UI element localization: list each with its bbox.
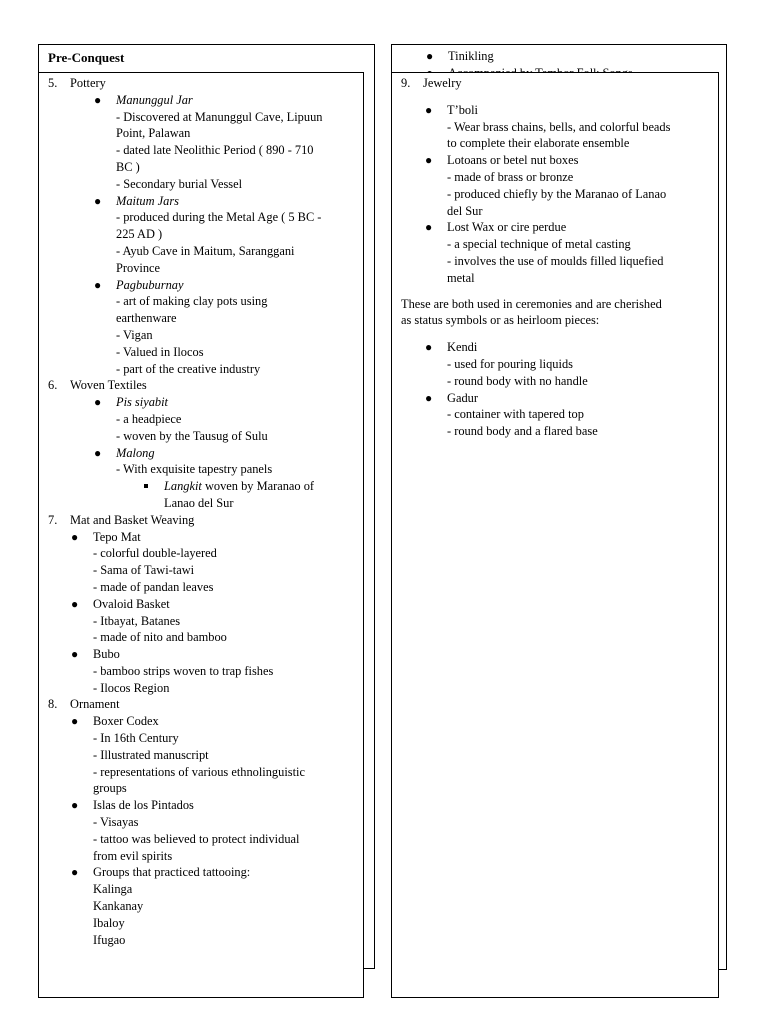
peek-item bbox=[426, 48, 726, 65]
ceremonial-items bbox=[392, 339, 718, 440]
item-title: Gadur bbox=[447, 390, 478, 405]
list-item bbox=[94, 394, 363, 444]
section-title: Jewelry bbox=[423, 76, 462, 90]
item-line: - dated late Neolithic Period ( 890 - 710 bbox=[116, 143, 314, 158]
item-line: Point, Palawan bbox=[116, 126, 191, 141]
list-item bbox=[94, 92, 363, 193]
item-line: - Sama of Tawi-tawi bbox=[93, 563, 195, 578]
item-line: Province bbox=[116, 260, 161, 275]
list-item bbox=[71, 646, 363, 696]
item-title: Groups that practiced tattooing: bbox=[93, 865, 251, 880]
bullet-icon: ● bbox=[94, 193, 102, 208]
paragraph-line: These are both used in ceremonies and are cherished bbox=[401, 296, 662, 311]
list-item bbox=[71, 797, 363, 864]
item-line: - produced chiefly by the Maranao of Lanao bbox=[447, 186, 667, 201]
item-title: Maitum Jars bbox=[116, 193, 179, 208]
item-line: - colorful double-layered bbox=[93, 546, 217, 561]
item-title: T’boli bbox=[447, 102, 478, 117]
item-title: Islas de los Pintados bbox=[93, 798, 194, 813]
list-item bbox=[71, 713, 363, 797]
bullet-icon: ● bbox=[426, 49, 434, 63]
item-title: Bubo bbox=[93, 647, 120, 662]
bullet-icon: ● bbox=[94, 395, 102, 410]
item-line: - Vigan bbox=[116, 327, 153, 342]
list-item bbox=[71, 864, 363, 948]
list-item bbox=[425, 152, 718, 219]
bullet-icon: ● bbox=[71, 714, 79, 729]
item-line: - made of nito and bamboo bbox=[93, 630, 227, 645]
item-title: Ovaloid Basket bbox=[93, 596, 170, 611]
section-number: 7. bbox=[48, 512, 58, 527]
bullet-icon: ● bbox=[425, 340, 433, 355]
list-item bbox=[71, 529, 363, 596]
item-title: Boxer Codex bbox=[93, 714, 159, 729]
list-item bbox=[425, 339, 718, 389]
item-line: metal bbox=[447, 270, 475, 285]
section-title: Pottery bbox=[70, 76, 106, 90]
bullet-icon: ● bbox=[425, 220, 433, 235]
item-title: Lotoans or betel nut boxes bbox=[447, 153, 579, 168]
bullet-icon: ● bbox=[71, 647, 79, 662]
item-title: Pagbuburnay bbox=[116, 277, 184, 292]
item-line: - Secondary burial Vessel bbox=[116, 176, 243, 191]
item-title: Manunggul Jar bbox=[116, 92, 193, 107]
sub-item-italic: Langkit bbox=[164, 479, 202, 494]
item-title: Lost Wax or cire perdue bbox=[447, 220, 567, 235]
section-jewelry bbox=[392, 75, 718, 287]
body-paragraph bbox=[401, 296, 710, 330]
bullet-icon: ● bbox=[71, 798, 79, 813]
left-page-title: Pre-Conquest bbox=[48, 50, 125, 65]
item-line: 225 AD ) bbox=[116, 227, 163, 242]
list-item bbox=[94, 193, 363, 277]
item-line: Kankanay bbox=[93, 899, 144, 914]
item-line: - art of making clay pots using bbox=[116, 294, 268, 309]
right-content bbox=[392, 73, 718, 440]
bullet-icon: ● bbox=[425, 102, 433, 117]
item-title: Pis siyabit bbox=[116, 395, 168, 410]
square-bullet-icon bbox=[144, 484, 148, 488]
right-content-page bbox=[391, 72, 719, 998]
section-pottery bbox=[39, 75, 363, 377]
section-number: 5. bbox=[48, 76, 58, 90]
section-number: 6. bbox=[48, 378, 58, 393]
sub-item-line: Lanao del Sur bbox=[164, 495, 234, 510]
section-number: 9. bbox=[401, 76, 411, 90]
item-line: - tattoo was believed to protect individual bbox=[93, 831, 300, 846]
section-title: Mat and Basket Weaving bbox=[70, 512, 195, 527]
item-line: Ibaloy bbox=[93, 915, 125, 930]
sub-item bbox=[164, 478, 363, 512]
bullet-icon: ● bbox=[71, 596, 79, 611]
item-line: - Discovered at Manunggul Cave, Lipuun bbox=[116, 109, 323, 124]
section-title: Ornament bbox=[70, 697, 120, 712]
section-number: 8. bbox=[48, 697, 58, 712]
item-line: Ifugao bbox=[93, 932, 126, 947]
list-item bbox=[425, 219, 718, 286]
sub-item-text: woven by Maranao of bbox=[201, 479, 315, 494]
item-line: - With exquisite tapestry panels bbox=[116, 462, 273, 477]
bullet-icon: ● bbox=[94, 277, 102, 292]
item-line: - used for pouring liquids bbox=[447, 356, 573, 371]
list-item bbox=[425, 390, 718, 440]
item-line: BC ) bbox=[116, 159, 140, 174]
item-line: - a special technique of metal casting bbox=[447, 237, 631, 252]
bullet-icon: ● bbox=[71, 865, 79, 880]
section-title: Woven Textiles bbox=[70, 378, 147, 393]
item-title: Malong bbox=[116, 445, 155, 460]
bullet-icon: ● bbox=[425, 390, 433, 405]
item-line: - made of brass or bronze bbox=[447, 169, 574, 184]
item-line: - Valued in Ilocos bbox=[116, 344, 204, 359]
bullet-icon: ● bbox=[94, 92, 102, 107]
item-line: earthenware bbox=[116, 311, 177, 326]
item-line: Kalinga bbox=[93, 882, 133, 897]
item-line: - In 16th Century bbox=[93, 731, 179, 746]
item-line: from evil spirits bbox=[93, 848, 173, 863]
item-line: - round body with no handle bbox=[447, 373, 588, 388]
item-line: - part of the creative industry bbox=[116, 361, 261, 376]
item-line: - woven by the Tausug of Sulu bbox=[116, 428, 268, 443]
item-line: - Ayub Cave in Maitum, Saranggani bbox=[116, 243, 295, 258]
bullet-icon: ● bbox=[71, 529, 79, 544]
item-line: - Itbayat, Batanes bbox=[93, 613, 181, 628]
item-line: - Wear brass chains, bells, and colorful beads bbox=[447, 119, 671, 134]
bullet-icon: ● bbox=[425, 153, 433, 168]
item-line: del Sur bbox=[447, 203, 483, 218]
list-item bbox=[425, 102, 718, 152]
section-woven-textiles bbox=[39, 377, 363, 511]
item-line: - container with tapered top bbox=[447, 407, 584, 422]
paragraph-line: as status symbols or as heirloom pieces: bbox=[401, 313, 600, 328]
item-line: - bamboo strips woven to trap fishes bbox=[93, 663, 274, 678]
list-item bbox=[94, 277, 363, 378]
item-title: Kendi bbox=[447, 340, 478, 355]
left-content-page bbox=[38, 72, 364, 998]
item-line: - a headpiece bbox=[116, 411, 182, 426]
item-line: - Visayas bbox=[93, 815, 139, 830]
item-line: - round body and a flared base bbox=[447, 424, 598, 439]
item-line: - involves the use of moulds filled liquefied bbox=[447, 253, 664, 268]
bullet-icon: ● bbox=[94, 445, 102, 460]
item-title: Tepo Mat bbox=[93, 529, 141, 544]
section-ornament bbox=[39, 696, 363, 948]
list-item bbox=[94, 445, 363, 512]
item-line: - Ilocos Region bbox=[93, 680, 170, 695]
item-line: to complete their elaborate ensemble bbox=[447, 136, 630, 151]
item-line: - made of pandan leaves bbox=[93, 579, 214, 594]
peek-item-title: Tinikling bbox=[448, 49, 494, 63]
item-line: - produced during the Metal Age ( 5 BC - bbox=[116, 210, 322, 225]
item-line: - representations of various ethnolinguistic bbox=[93, 764, 305, 779]
item-line: - Illustrated manuscript bbox=[93, 747, 209, 762]
left-content bbox=[39, 73, 363, 948]
item-line: groups bbox=[93, 781, 127, 796]
list-item bbox=[71, 596, 363, 646]
section-mat-and-basket-weaving bbox=[39, 512, 363, 697]
